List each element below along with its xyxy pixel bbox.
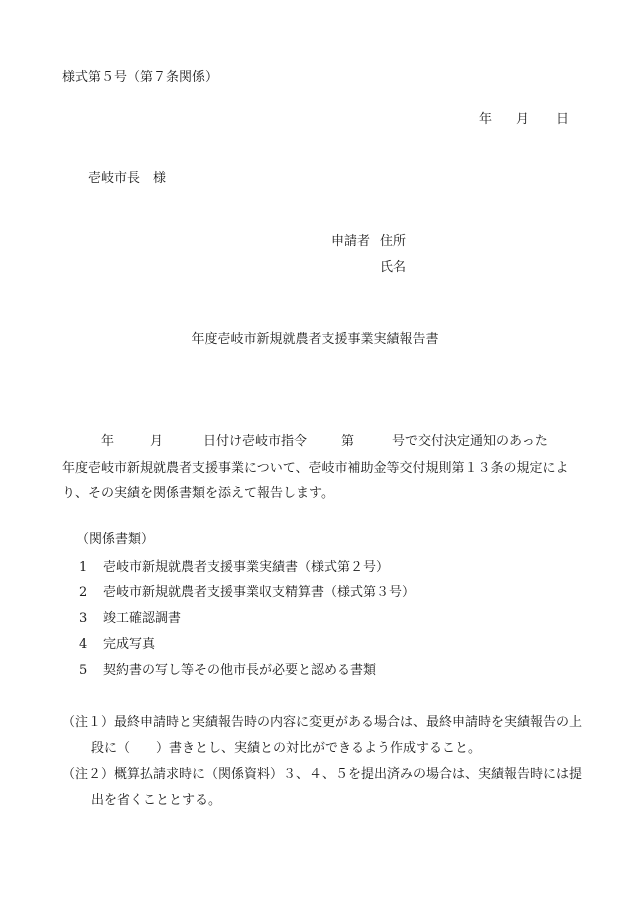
addressee: 壱岐市長 様 (88, 171, 167, 186)
list-item-number: 2 (79, 585, 88, 600)
list-item-number: 5 (79, 663, 88, 678)
note-1-line-1: （注１）最終申請時と実績報告時の内容に変更がある場合は、最終申請時を実績報告の上 (62, 715, 583, 730)
related-docs-heading: （関係書類） (76, 532, 155, 547)
date-day-label: 日 (556, 112, 570, 127)
list-item-number: 1 (79, 560, 88, 575)
note-1-line-2: 段に（ ）書きとし、実績との対比ができるよう作成すること。 (91, 741, 482, 756)
list-item (79, 581, 415, 600)
body-line-1-tail: 号で交付決定通知のあった (392, 434, 548, 449)
form-number: 様式第５号（第７条関係） (62, 70, 219, 85)
list-item (79, 607, 181, 626)
list-item (79, 633, 155, 652)
list-item-text: 契約書の写し等その他市長が必要と認める書類 (103, 663, 377, 678)
body-number-label: 第 (341, 434, 355, 449)
body-month-label: 月 (150, 434, 164, 449)
list-item-number: 3 (79, 611, 88, 626)
note-2-line-2: 出を省くこととする。 (91, 793, 222, 808)
body-year-label: 年 (101, 434, 115, 449)
list-item-text: 完成写真 (103, 637, 156, 652)
list-item-text: 壱岐市新規就農者支援事業収支精算書（様式第３号） (103, 585, 416, 600)
date-month-label: 月 (516, 112, 530, 127)
list-item (79, 556, 389, 575)
address-label: 住所 (380, 234, 407, 249)
applicant-label: 申請者 (331, 234, 371, 249)
name-label: 氏名 (380, 260, 407, 275)
body-dated-label: 日付け壱岐市指令 (203, 434, 308, 449)
date-year-label: 年 (479, 112, 493, 127)
list-item-text: 壱岐市新規就農者支援事業実績書（様式第２号） (103, 560, 390, 575)
document-title: 年度壱岐市新規就農者支援事業実績報告書 (191, 332, 439, 347)
body-line-3: り、その実績を関係書類を添えて報告します。 (62, 486, 334, 501)
body-line-2: 年度壱岐市新規就農者支援事業について、壱岐市補助金等交付規則第１３条の規定によ (62, 461, 569, 476)
list-item-text: 竣工確認調書 (103, 611, 182, 626)
note-2-line-1: （注２）概算払請求時に（関係資料）３、４、５を提出済みの場合は、実績報告時には提 (62, 767, 583, 782)
list-item-number: 4 (79, 637, 88, 652)
list-item (79, 659, 376, 678)
